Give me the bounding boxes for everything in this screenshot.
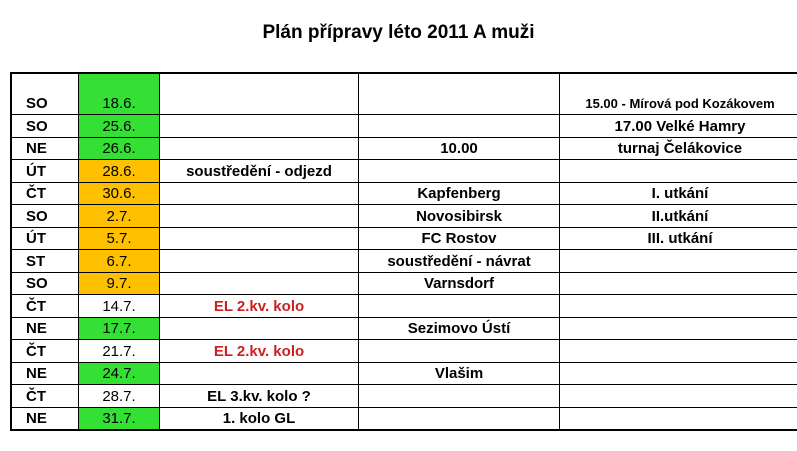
note-cell: [160, 115, 359, 138]
day-cell: ČT: [11, 182, 79, 205]
note-cell: [160, 272, 359, 295]
date-cell: 24.7.: [79, 362, 160, 385]
event-cell: 15.00 - Mírová pod Kozákovem: [560, 73, 797, 115]
date-cell: 6.7.: [79, 250, 160, 273]
note-cell: EL 3.kv. kolo ?: [160, 385, 359, 408]
page-title: Plán přípravy léto 2011 A muži: [262, 22, 535, 43]
event-cell: [560, 250, 797, 273]
note-cell: [160, 250, 359, 273]
note-cell: [160, 317, 359, 340]
event-cell: 17.00 Velké Hamry: [560, 115, 797, 138]
note-cell: [160, 73, 359, 115]
event-cell: [560, 407, 797, 430]
note-cell: [160, 362, 359, 385]
table-row: [11, 205, 797, 228]
day-cell: ČT: [11, 295, 79, 318]
event-cell: II.utkání: [560, 205, 797, 228]
place-cell: [359, 115, 560, 138]
day-cell: SO: [11, 272, 79, 295]
table-row: [11, 295, 797, 318]
day-cell: NE: [11, 137, 79, 160]
place-cell: FC Rostov: [359, 227, 560, 250]
date-cell: 18.6.: [79, 73, 160, 115]
day-cell: SO: [11, 205, 79, 228]
event-cell: turnaj Čelákovice: [560, 137, 797, 160]
event-cell: [560, 340, 797, 363]
day-cell: ČT: [11, 385, 79, 408]
event-cell: [560, 385, 797, 408]
event-cell: [560, 160, 797, 183]
date-cell: 2.7.: [79, 205, 160, 228]
note-cell: EL 2.kv. kolo: [160, 295, 359, 318]
note-cell: EL 2.kv. kolo: [160, 340, 359, 363]
day-cell: ÚT: [11, 160, 79, 183]
table-row: [11, 73, 797, 115]
note-cell: [160, 205, 359, 228]
event-cell: I. utkání: [560, 182, 797, 205]
date-cell: 14.7.: [79, 295, 160, 318]
day-cell: SO: [11, 73, 79, 115]
place-cell: Novosibirsk: [359, 205, 560, 228]
note-cell: [160, 227, 359, 250]
place-cell: Vlašim: [359, 362, 560, 385]
place-cell: soustředění - návrat: [359, 250, 560, 273]
note-cell: 1. kolo GL: [160, 407, 359, 430]
schedule-table: [10, 72, 797, 431]
date-cell: 5.7.: [79, 227, 160, 250]
date-cell: 28.6.: [79, 160, 160, 183]
table-row: [11, 115, 797, 138]
date-cell: 28.7.: [79, 385, 160, 408]
table-row: [11, 272, 797, 295]
date-cell: 31.7.: [79, 407, 160, 430]
table-row: [11, 250, 797, 273]
event-cell: [560, 317, 797, 340]
place-cell: 10.00: [359, 137, 560, 160]
day-cell: NE: [11, 362, 79, 385]
day-cell: NE: [11, 407, 79, 430]
table-row: [11, 407, 797, 430]
day-cell: ST: [11, 250, 79, 273]
table-row: [11, 182, 797, 205]
day-cell: ÚT: [11, 227, 79, 250]
event-cell: [560, 362, 797, 385]
event-cell: III. utkání: [560, 227, 797, 250]
day-cell: SO: [11, 115, 79, 138]
date-cell: 26.6.: [79, 137, 160, 160]
event-cell: [560, 295, 797, 318]
date-cell: 25.6.: [79, 115, 160, 138]
table-row: [11, 385, 797, 408]
event-cell: [560, 272, 797, 295]
table-row: [11, 137, 797, 160]
place-cell: Kapfenberg: [359, 182, 560, 205]
date-cell: 30.6.: [79, 182, 160, 205]
note-cell: soustředění - odjezd: [160, 160, 359, 183]
day-cell: NE: [11, 317, 79, 340]
note-cell: [160, 182, 359, 205]
date-cell: 21.7.: [79, 340, 160, 363]
table-row: [11, 160, 797, 183]
place-cell: [359, 340, 560, 363]
schedule-table-body: [11, 73, 797, 430]
place-cell: Sezimovo Ústí: [359, 317, 560, 340]
place-cell: [359, 73, 560, 115]
note-cell: [160, 137, 359, 160]
place-cell: [359, 407, 560, 430]
place-cell: [359, 295, 560, 318]
date-cell: 9.7.: [79, 272, 160, 295]
place-cell: [359, 385, 560, 408]
date-cell: 17.7.: [79, 317, 160, 340]
place-cell: [359, 160, 560, 183]
table-row: [11, 317, 797, 340]
day-cell: ČT: [11, 340, 79, 363]
table-row: [11, 362, 797, 385]
table-row: [11, 340, 797, 363]
table-row: [11, 227, 797, 250]
place-cell: Varnsdorf: [359, 272, 560, 295]
